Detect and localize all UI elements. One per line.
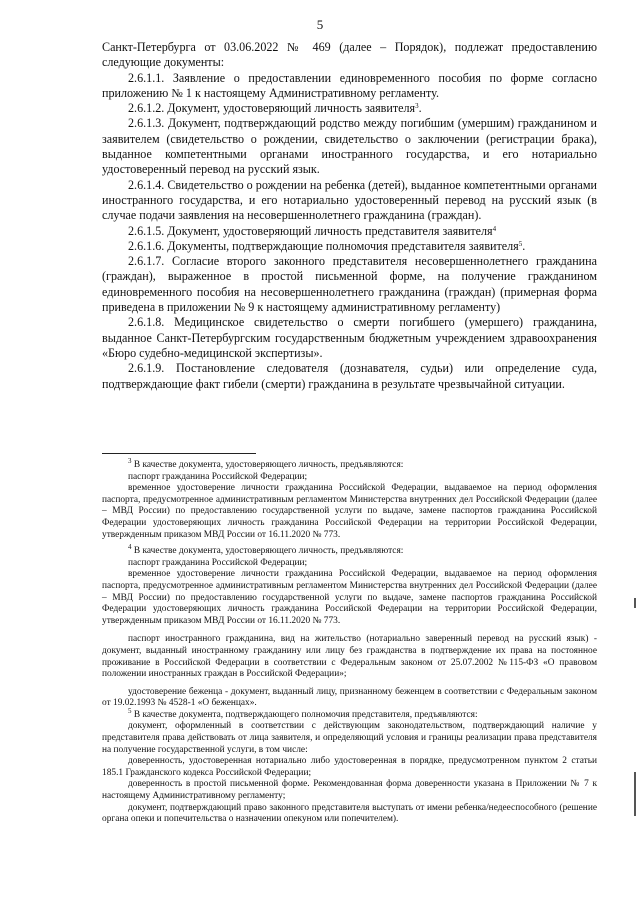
footnote-ref-4[interactable]: 4: [492, 224, 497, 233]
scan-edge-mark: [634, 772, 636, 816]
item-2-6-1-6-text: 2.6.1.6. Документы, подтверждающие полномочия представителя заявителя: [128, 238, 519, 253]
footnote-separator: [102, 453, 256, 454]
footnotes: [102, 457, 597, 826]
footnote-5-mark: 5: [128, 706, 132, 715]
footnote-3-passport: паспорт гражданина Российской Федерации;: [128, 471, 308, 482]
item-2-6-1-5-text: 2.6.1.5. Документ, удостоверяющий личность представителя заявителя: [128, 223, 493, 238]
footnote-4-heading: [102, 543, 597, 558]
footnote-3-heading-text: В качестве документа, удостоверяющего личность, предъявляются:: [133, 460, 404, 470]
footnote-5-authority-document: документ, оформленный в соответствии с действующим законодательством, подтверждающий наличие у представителя права действовать от лица заявителя, и определяющий условия и границы реализации права представителя на получение государственной услуги, в том числе:: [102, 721, 597, 755]
item-2-6-1-6: 2.6.1.6. Документы, подтверждающие полномочия представителя заявителя$^5$.: [128, 238, 526, 253]
item-2-6-1-1: 2.6.1.1. Заявление о предоставлении единовременного пособия по форме согласно приложению № 1 к настоящему Административному регламенту.: [102, 70, 597, 100]
intro-paragraph: Санкт-Петербурга от 03.06.2022 № 469 (далее – Порядок), подлежат предоставлению следующие документы:: [102, 40, 597, 70]
item-2-6-1-2-text: 2.6.1.2. Документ, удостоверяющий личность заявителя: [128, 101, 416, 116]
main-text: [102, 40, 597, 392]
footnote-5-simple-power: доверенность в простой письменной форме. Рекомендованная форма доверенности указана в Приложении № 7 к настоящему Административному регламенту;: [102, 779, 597, 802]
footnote-5-legal-representative: документ, подтверждающий право законного представителя выступать от имени ребенка/недееспособного (решение органа опеки и попечительства о назначении опекуном или попечителем).: [102, 802, 597, 825]
item-2-6-1-4: 2.6.1.4. Свидетельство о рождении на ребенка (детей), выданное компетентными органами иностранного государства, и его нотариально удостоверенный перевод на русский язык (в случае подачи заявления на несовершеннолетнего гражданина (граждан).: [102, 177, 597, 223]
footnote-4-temporary-id: временное удостоверение личности гражданина Российской Федерации, выдаваемое на период оформления паспорта, предусмотренное административным регламентом Министерства внутренних дел Российской Федерации (далее – МВД России) по предоставлению государственной услуги по выдаче, замене паспортов гражданина Российской Федерации удостоверяющих личность гражданина Российской Федерации на территории Российской Федерации, утвержденным приказом МВД России от 16.11.2020 № 773.: [102, 569, 597, 626]
footnote-4-refugee-id: удостоверение беженца - документ, выданный лицу, признанному беженцем в соответствии с Федеральным законом от 19.02.1993 № 4528-1 «О беженцах».: [102, 686, 597, 709]
footnote-4-passport: паспорт гражданина Российской Федерации;: [128, 557, 308, 568]
footnote-5-heading-text: В качестве документа, подтверждающего полномочия представителя, предъявляются:: [133, 709, 478, 720]
item-2-6-1-9: 2.6.1.9. Постановление следователя (дознавателя, судьи) или определение суда, подтверждающие факт гибели (смерти) гражданина в результате чрезвычайной ситуации.: [102, 361, 597, 391]
item-2-6-1-5: [102, 224, 597, 239]
footnote-5-heading: [102, 706, 597, 722]
item-2-6-1-7: 2.6.1.7. Согласие второго законного представителя несовершеннолетнего гражданина (граждан), выраженное в простой письменной форме, на получение гражданином единовременного пособия на несовершеннолетнего гражданина (граждан) (примерная форма приведена в приложении № 9 к настоящему административному регламенту): [102, 254, 597, 315]
item-2-6-1-2: 2.6.1.2. Документ, удостоверяющий личность заявителя$^3$.: [128, 101, 422, 116]
footnote-3-temporary-id: временное удостоверение личности гражданина Российской Федерации, выдаваемое на период оформления паспорта, предусмотренное административным регламентом Министерства внутренних дел Российской Федерации (далее – МВД России) по предоставлению государственной услуги по выдаче, замене паспортов гражданина Российской Федерации удостоверяющих личность гражданина Российской Федерации на территории Российской Федерации, утвержденным приказом МВД России от 16.11.2020 № 773.: [102, 483, 597, 540]
footnote-4-mark: 4: [128, 543, 132, 552]
item-2-6-1-3: 2.6.1.3. Документ, подтверждающий родство между погибшим (умершим) гражданином и заявителем (свидетельство о рождении, свидетельство о заключении (регистрации брака), выданное компетентными органами иностранного государства, и его нотариально удостоверенный перевод на русский язык.: [102, 116, 597, 177]
footnote-ref-3[interactable]: 3: [415, 102, 419, 111]
footnote-5-notarized-power: доверенность, удостоверенная нотариально либо удостоверенная в порядке, предусмотренном пунктом 2 статьи 185.1 Гражданского кодекса Российской Федерации;: [102, 756, 597, 778]
footnote-ref-5[interactable]: 5: [518, 239, 523, 248]
footnote-3-heading: [102, 457, 597, 472]
footnote-3-mark: 3: [128, 457, 132, 465]
footnote-4-foreign-passport: паспорт иностранного гражданина, вид на жительство (нотариально заверенный перевод на русский язык) - документ, выданный иностранному гражданину или лицу без гражданства в подтверждение их права на постоянное проживание в Российской Федерации в соответствии с Федеральным законом от 25.07.2002 №115-ФЗ «О правовом положении иностранных граждан в Российской Федерации»;: [102, 634, 597, 680]
item-2-6-1-8: 2.6.1.8. Медицинское свидетельство о смерти погибшего (умершего) гражданина, выданное Санкт-Петербургским государственным бюджетным учреждением здравоохранения «Бюро судебно-медицинской экспертизы».: [102, 315, 597, 360]
page-number: 5: [316, 17, 324, 32]
footnote-4-heading-text: В качестве документа, удостоверяющего личность, предъявляются:: [133, 546, 404, 557]
scan-edge-mark: [634, 598, 636, 608]
